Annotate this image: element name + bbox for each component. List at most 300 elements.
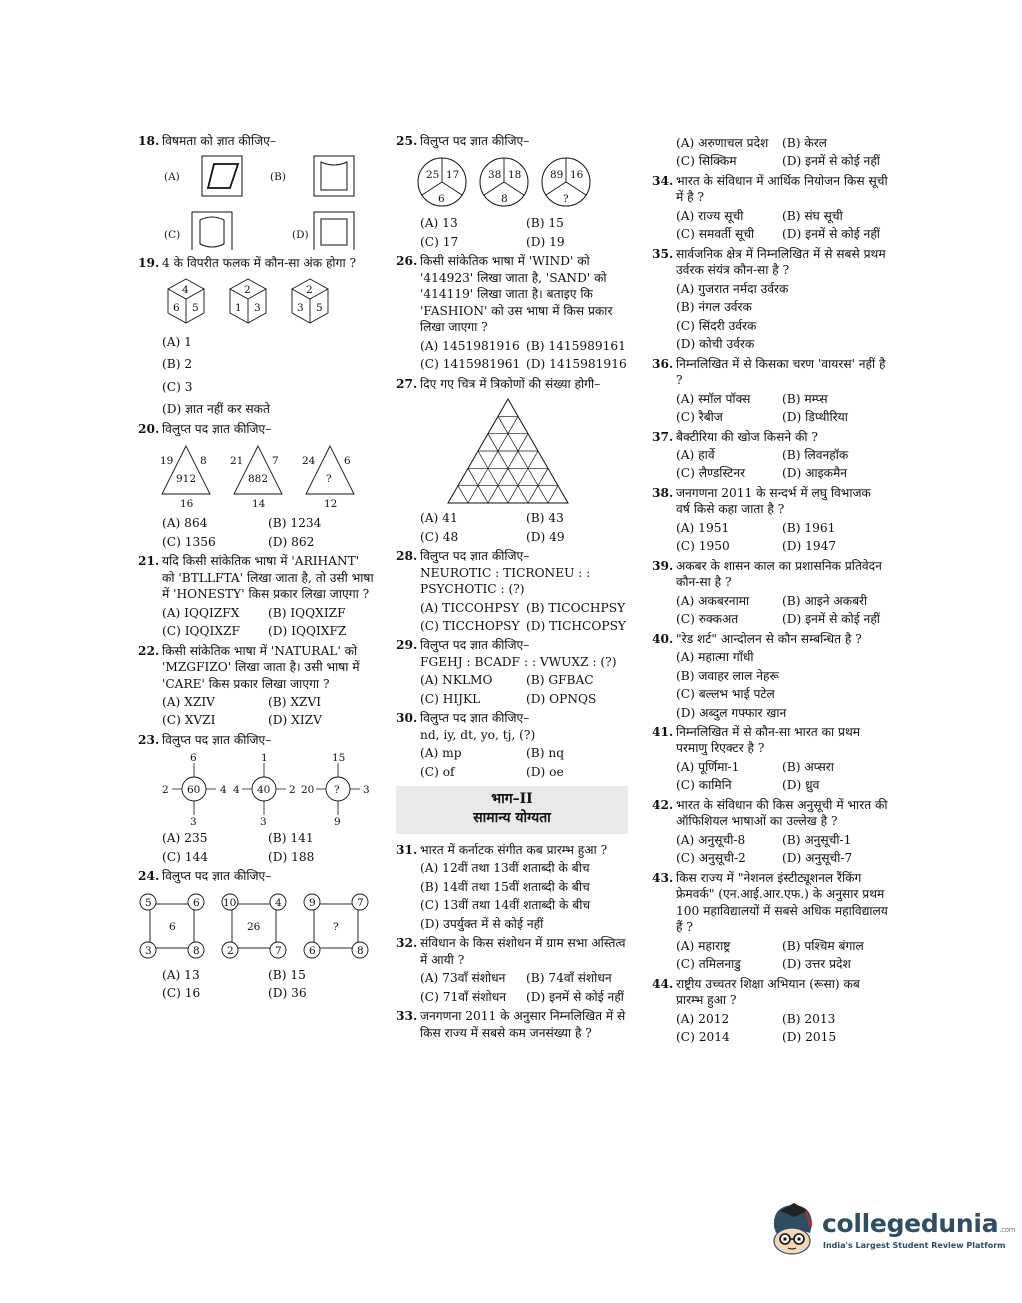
svg-text:6: 6 bbox=[173, 301, 180, 314]
option-b[interactable]: (B) केरल bbox=[782, 136, 827, 150]
option-c[interactable]: (C) 2014 bbox=[676, 1029, 730, 1044]
triangle-figures bbox=[138, 442, 374, 510]
option-c[interactable]: (C) बल्लभ भाई पटेल bbox=[676, 687, 775, 702]
square-figure-3 bbox=[304, 894, 368, 958]
svg-text:5: 5 bbox=[145, 896, 152, 909]
triangle-grid-figure bbox=[396, 397, 632, 505]
option-a[interactable]: (A) 13 bbox=[420, 216, 458, 231]
option-c[interactable]: (C) XVZI bbox=[162, 713, 216, 728]
options bbox=[396, 745, 632, 780]
svg-text:912: 912 bbox=[176, 473, 197, 486]
question-38 bbox=[652, 485, 888, 555]
option-d[interactable]: (D) 19 bbox=[526, 234, 565, 249]
option-c[interactable]: (C) 3 bbox=[162, 379, 193, 394]
question-28 bbox=[396, 548, 632, 634]
option-d[interactable]: (D) उपर्युक्त में से कोई नहीं bbox=[420, 916, 544, 931]
option-a[interactable]: (A) राज्य सूची bbox=[676, 208, 744, 223]
triangle-1 bbox=[160, 446, 210, 510]
question-text: संविधान के किस संशोधन में ग्राम सभा अस्तित्व में आयी ? bbox=[420, 936, 626, 967]
question-text: "रेड शर्ट" आन्दोलन से कौन सम्बन्धित है ? bbox=[676, 631, 862, 646]
svg-text:6: 6 bbox=[169, 920, 176, 933]
question-number: 22. bbox=[138, 643, 160, 658]
option-a[interactable]: (A) 1 bbox=[162, 334, 192, 349]
question-42 bbox=[652, 797, 888, 867]
option-c[interactable]: (C) 144 bbox=[162, 849, 208, 864]
triangle-3 bbox=[302, 446, 354, 510]
question-text: विलुप्त पद ज्ञात कीजिए– bbox=[162, 869, 272, 884]
options bbox=[652, 520, 888, 555]
option-a[interactable]: (A) 13 bbox=[162, 967, 200, 982]
square-shape bbox=[321, 219, 347, 245]
question-number: 30. bbox=[396, 711, 418, 726]
svg-text:5: 5 bbox=[316, 301, 323, 314]
question-text: 4 के विपरीत फलक में कौन-सा अंक होगा ? bbox=[162, 256, 357, 271]
svg-text:8: 8 bbox=[200, 455, 207, 468]
options bbox=[652, 938, 888, 973]
option-b[interactable]: (B) लिवनहॉक bbox=[782, 447, 849, 462]
circle-figure-1 bbox=[162, 753, 227, 825]
option-c[interactable]: (C) 48 bbox=[420, 529, 459, 544]
question-number: 19. bbox=[138, 256, 160, 271]
svg-text:1: 1 bbox=[235, 301, 242, 314]
option-c[interactable]: (C) समवर्ती सूची bbox=[676, 227, 755, 242]
option-d[interactable]: (D) OPNQS bbox=[526, 691, 597, 706]
section-title: भाग–II bbox=[491, 791, 533, 808]
option-d[interactable]: (D) डिप्थीरिया bbox=[782, 410, 848, 425]
question-number: 23. bbox=[138, 732, 160, 747]
dice-figures bbox=[138, 277, 374, 329]
svg-text:14: 14 bbox=[252, 498, 266, 511]
option-a[interactable]: (A) 1451981916 bbox=[420, 338, 520, 353]
option-b[interactable]: (B) अनुसूची-1 bbox=[782, 832, 852, 847]
cylinder-shape bbox=[200, 217, 224, 247]
svg-text:3: 3 bbox=[363, 784, 370, 797]
question-number: 40. bbox=[652, 631, 674, 646]
question-number: 18. bbox=[138, 134, 160, 148]
option-c[interactable]: (C) 17 bbox=[420, 234, 459, 249]
svg-text:10: 10 bbox=[223, 896, 237, 909]
option-b[interactable]: (B) जवाहर लाल नेहरू bbox=[676, 668, 779, 683]
svg-text:16: 16 bbox=[180, 498, 194, 511]
die-2 bbox=[230, 279, 266, 323]
question-21 bbox=[138, 553, 374, 639]
option-d[interactable]: (D) उत्तर प्रदेश bbox=[782, 957, 851, 972]
svg-text:?: ? bbox=[333, 920, 339, 933]
column-2 bbox=[396, 133, 632, 1044]
logo-name: collegedunia bbox=[822, 1209, 999, 1238]
option-d[interactable]: (D) 862 bbox=[268, 534, 315, 549]
circle-cross-figures bbox=[138, 753, 374, 825]
svg-text:?: ? bbox=[563, 193, 569, 206]
figure-label: (A) bbox=[164, 171, 180, 184]
svg-text:20: 20 bbox=[301, 784, 315, 797]
options bbox=[396, 338, 632, 373]
figure-box bbox=[314, 212, 354, 250]
question-text: जनगणना 2011 के अनुसार निम्नलिखित में से किस राज्य में सबसे कम जनसंख्या है ? bbox=[420, 1009, 626, 1040]
question-text: विलुप्त पद ज्ञात कीजिए– bbox=[162, 732, 272, 747]
svg-text:21: 21 bbox=[230, 455, 244, 468]
svg-text:38: 38 bbox=[488, 169, 502, 182]
logo-wordmark bbox=[822, 1207, 1015, 1241]
option-b[interactable]: (B) 43 bbox=[526, 511, 564, 526]
options bbox=[396, 510, 632, 545]
question-number: 34. bbox=[652, 173, 674, 188]
question-29 bbox=[396, 637, 632, 707]
option-c[interactable]: (C) लैण्डस्टिनर bbox=[676, 466, 746, 481]
option-c[interactable]: (C) रैबीज bbox=[676, 410, 723, 425]
option-c[interactable]: (C) 1356 bbox=[162, 534, 216, 549]
svg-text:3: 3 bbox=[190, 816, 197, 826]
odd-one-figures bbox=[138, 154, 374, 250]
option-b[interactable]: (B) 15 bbox=[526, 216, 564, 231]
question-text: भारत के संविधान में आर्थिक नियोजन किस सूची में है ? bbox=[676, 173, 888, 205]
option-a[interactable]: (A) हार्वे bbox=[676, 447, 715, 462]
option-d[interactable]: (D) 49 bbox=[526, 529, 565, 544]
option-a[interactable]: (A) 73वाँ संशोधन bbox=[420, 971, 506, 986]
option-a[interactable]: (A) अरुणाचल प्रदेश bbox=[676, 136, 769, 150]
question-24 bbox=[138, 868, 374, 1001]
option-b[interactable]: (B) संघ सूची bbox=[782, 208, 843, 223]
option-c[interactable]: (C) सिंदरी उर्वरक bbox=[676, 318, 757, 333]
svg-text:4: 4 bbox=[275, 896, 282, 909]
option-a[interactable]: (A) 1951 bbox=[676, 520, 730, 535]
option-d[interactable]: (D) 2015 bbox=[782, 1029, 837, 1044]
question-37 bbox=[652, 429, 888, 482]
svg-text:2: 2 bbox=[227, 944, 234, 957]
question-32 bbox=[396, 935, 632, 1005]
question-36 bbox=[652, 356, 888, 426]
option-d[interactable]: (D) ज्ञात नहीं कर सकते bbox=[162, 402, 270, 417]
question-number: 24. bbox=[138, 869, 160, 884]
option-a[interactable]: (A) XZIV bbox=[162, 694, 215, 709]
svg-text:6: 6 bbox=[190, 753, 197, 765]
option-d[interactable]: (D) oe bbox=[526, 764, 564, 779]
svg-text:5: 5 bbox=[192, 301, 199, 314]
option-b[interactable]: (B) पश्चिम बंगाल bbox=[782, 938, 864, 953]
option-b[interactable]: (B) XZVI bbox=[268, 694, 322, 709]
question-number: 20. bbox=[138, 421, 160, 436]
question-25 bbox=[396, 133, 632, 250]
question-number: 41. bbox=[652, 725, 674, 739]
svg-text:25: 25 bbox=[426, 169, 440, 182]
question-number: 38. bbox=[652, 485, 674, 500]
question-number: 25. bbox=[396, 134, 418, 148]
question-number: 21. bbox=[138, 554, 160, 569]
svg-text:3: 3 bbox=[260, 816, 267, 826]
question-43 bbox=[652, 870, 888, 973]
svg-text:1: 1 bbox=[261, 753, 268, 765]
option-a[interactable]: (A) 864 bbox=[162, 516, 208, 531]
svg-text:8: 8 bbox=[193, 944, 200, 957]
option-a[interactable]: (A) 235 bbox=[162, 831, 208, 846]
options bbox=[138, 605, 374, 640]
question-text: राष्ट्रीय उच्चतर शिक्षा अभियान (रूसा) कब प्रारम्भ हुआ ? bbox=[676, 976, 860, 1008]
option-a[interactable]: (A) NKLMO bbox=[420, 673, 493, 688]
question-number: 35. bbox=[652, 246, 674, 261]
options bbox=[652, 649, 888, 721]
mascot-icon bbox=[762, 1197, 822, 1257]
sequence-text: FGEHJ : BCADF : : VWUXZ : (?) bbox=[420, 654, 617, 669]
svg-text:9: 9 bbox=[309, 896, 316, 909]
svg-text:15: 15 bbox=[332, 753, 346, 765]
options bbox=[138, 830, 374, 865]
options bbox=[652, 135, 888, 170]
svg-text:12: 12 bbox=[324, 498, 338, 511]
option-b[interactable]: (B) 74वाँ संशोधन bbox=[526, 971, 612, 986]
svg-text:60: 60 bbox=[187, 784, 201, 797]
divided-circle-3 bbox=[542, 158, 590, 206]
svg-text:26: 26 bbox=[247, 920, 261, 933]
question-number: 43. bbox=[652, 870, 674, 885]
option-b[interactable]: (B) नंगल उर्वरक bbox=[676, 300, 752, 315]
svg-text:6: 6 bbox=[309, 944, 316, 957]
option-d[interactable]: (D) आइकमैन bbox=[782, 466, 848, 481]
options bbox=[396, 600, 632, 635]
svg-text:2: 2 bbox=[289, 784, 296, 797]
option-d[interactable]: (D) TICHCOPSY bbox=[526, 618, 626, 633]
question-text: विलुप्त पद ज्ञात कीजिए– bbox=[162, 421, 272, 436]
question-number: 37. bbox=[652, 429, 674, 444]
option-a[interactable]: (A) mp bbox=[420, 746, 462, 761]
option-c[interactable]: (C) तमिलनाडु bbox=[676, 957, 741, 972]
option-a[interactable]: (A) अकबरनामा bbox=[676, 593, 750, 608]
svg-text:?: ? bbox=[334, 784, 340, 797]
question-27 bbox=[396, 376, 632, 545]
options bbox=[652, 447, 888, 482]
option-d[interactable]: (D) इनमें से कोई नहीं bbox=[782, 227, 880, 242]
svg-text:3: 3 bbox=[145, 944, 152, 957]
divided-circle-1 bbox=[418, 158, 466, 206]
option-b[interactable]: (B) मम्प्स bbox=[782, 391, 828, 406]
question-18 bbox=[138, 133, 374, 250]
option-b[interactable]: (B) 14वीं तथा 15वीं शताब्दी के बीच bbox=[420, 879, 590, 894]
option-d[interactable]: (D) इनमें से कोई नहीं bbox=[782, 154, 880, 169]
svg-text:4: 4 bbox=[182, 283, 189, 296]
options bbox=[396, 860, 632, 932]
question-number: 42. bbox=[652, 797, 674, 812]
svg-text:7: 7 bbox=[272, 455, 279, 468]
option-a[interactable]: (A) 12वीं तथा 13वीं शताब्दी के बीच bbox=[420, 861, 590, 876]
svg-text:2: 2 bbox=[162, 784, 169, 797]
question-number: 33. bbox=[396, 1009, 418, 1024]
question-34 bbox=[652, 173, 888, 243]
option-a[interactable]: (A) अनुसूची-8 bbox=[676, 832, 746, 847]
sequence-text: nd, iy, dt, yo, tj, (?) bbox=[420, 727, 536, 742]
question-text: बैक्टीरिया की खोज किसने की ? bbox=[676, 429, 818, 444]
option-d[interactable]: (D) IQQIXFZ bbox=[268, 624, 347, 639]
question-text: किसी सांकेतिक भाषा में 'WIND' को '414923' लिखा जाता है, 'SAND' को '414119' लिखा जाता है। बताइए कि 'FASHION' को उस भाषा में किस प्रकार लिखा जाएगा ? bbox=[420, 254, 613, 335]
column-1 bbox=[138, 133, 374, 1005]
option-c[interactable]: (C) 71वाँ संशोधन bbox=[420, 989, 506, 1004]
option-a[interactable]: (A) पूर्णिमा-1 bbox=[676, 759, 740, 774]
option-b[interactable]: (B) 2013 bbox=[782, 1011, 836, 1026]
question-text: विलुप्त पद ज्ञात कीजिए– bbox=[420, 711, 530, 726]
option-a[interactable]: (A) महात्मा गाँधी bbox=[676, 650, 754, 665]
question-text: जनगणना 2011 के सन्दर्भ में लघु विभाजक वर्ष किसे कहा जाता है ? bbox=[676, 485, 871, 517]
figure-box bbox=[202, 156, 242, 196]
square-figure-1 bbox=[140, 894, 204, 958]
question-19 bbox=[138, 255, 374, 417]
option-d[interactable]: (D) XIZV bbox=[268, 713, 322, 728]
option-d[interactable]: (D) कोची उर्वरक bbox=[676, 337, 755, 352]
question-text: विलुप्त पद ज्ञात कीजिए– bbox=[420, 134, 530, 148]
option-d[interactable]: (D) अब्दुल गफ्फार खान bbox=[676, 705, 787, 720]
question-33 bbox=[396, 1008, 632, 1041]
option-b[interactable]: (B) 1234 bbox=[268, 516, 322, 531]
option-d[interactable]: (D) 1947 bbox=[782, 539, 837, 554]
svg-text:2: 2 bbox=[244, 283, 251, 296]
question-33-options bbox=[652, 135, 888, 170]
divided-circle-2 bbox=[480, 158, 528, 206]
option-c[interactable]: (C) 1415981961 bbox=[420, 357, 521, 372]
question-number: 26. bbox=[396, 254, 418, 269]
option-c[interactable]: (C) रुक्कअत bbox=[676, 612, 739, 627]
question-39 bbox=[652, 558, 888, 628]
option-d[interactable]: (D) 36 bbox=[268, 986, 307, 1001]
svg-text:3: 3 bbox=[297, 301, 304, 314]
question-text: निम्नलिखित में से किसका चरण 'वायरस' नहीं है ? bbox=[676, 356, 886, 388]
option-d[interactable]: (D) अनुसूची-7 bbox=[782, 851, 853, 866]
svg-text:6: 6 bbox=[193, 896, 200, 909]
options bbox=[652, 593, 888, 628]
svg-text:882: 882 bbox=[248, 473, 269, 486]
option-d[interactable]: (D) ध्रुव bbox=[782, 778, 820, 793]
figure-label: (C) bbox=[164, 229, 181, 242]
question-number: 44. bbox=[652, 976, 674, 991]
question-number: 36. bbox=[652, 356, 674, 371]
svg-text:24: 24 bbox=[302, 455, 316, 468]
sequence-text: PSYCHOTIC : (?) bbox=[420, 582, 525, 597]
option-c[interactable]: (C) कामिनि bbox=[676, 778, 732, 793]
option-d[interactable]: (D) 188 bbox=[268, 849, 315, 864]
figure-box bbox=[192, 212, 232, 250]
question-text: दिए गए चित्र में त्रिकोणों की संख्या होगी– bbox=[420, 376, 601, 391]
question-number: 28. bbox=[396, 549, 418, 564]
collegedunia-logo[interactable] bbox=[762, 1197, 1016, 1257]
svg-text:89: 89 bbox=[550, 169, 564, 182]
options bbox=[396, 970, 632, 1005]
question-41 bbox=[652, 724, 888, 794]
svg-text:16: 16 bbox=[570, 169, 584, 182]
question-number: 27. bbox=[396, 376, 418, 391]
question-text: भारत में कर्नाटक संगीत कब प्रारम्भ हुआ ? bbox=[420, 842, 608, 857]
section-subtitle: सामान्य योग्यता bbox=[473, 810, 551, 827]
triangle-2 bbox=[230, 446, 282, 510]
divided-circle-figures bbox=[396, 154, 632, 210]
option-b[interactable]: (B) 2 bbox=[162, 357, 193, 372]
option-c[interactable]: (C) of bbox=[420, 764, 455, 779]
svg-text:4: 4 bbox=[220, 784, 227, 797]
option-c[interactable]: (C) 1950 bbox=[676, 539, 730, 554]
options bbox=[396, 672, 632, 707]
svg-text:?: ? bbox=[326, 473, 332, 486]
options bbox=[138, 515, 374, 550]
die-1 bbox=[168, 279, 204, 323]
option-c[interactable]: (C) TICCHOPSY bbox=[420, 618, 520, 633]
option-c[interactable]: (C) सिक्किम bbox=[676, 154, 737, 169]
circle-figure-3 bbox=[301, 753, 370, 825]
options bbox=[652, 208, 888, 243]
question-26 bbox=[396, 253, 632, 372]
option-a[interactable]: (A) 2012 bbox=[676, 1011, 730, 1026]
option-b[interactable]: (B) TICOCHPSY bbox=[526, 600, 626, 615]
square-figure-2 bbox=[222, 894, 286, 958]
options bbox=[138, 967, 374, 1002]
option-b[interactable]: (B) 15 bbox=[268, 967, 306, 982]
question-text: किस राज्य में "नेशनल इंस्टीट्यूशनल रैंकिंग फ्रेमवर्क" (एन.आई.आर.एफ.) के अनुसार प्रथम 100 महाविद्यालयों में सबसे अधिक महाविद्यालय हैं ? bbox=[676, 870, 888, 935]
question-text: विलुप्त पद ज्ञात कीजिए– bbox=[420, 549, 530, 564]
option-c[interactable]: (C) 16 bbox=[162, 986, 201, 1001]
question-44 bbox=[652, 976, 888, 1046]
question-20 bbox=[138, 421, 374, 550]
option-b[interactable]: (B) GFBAC bbox=[526, 673, 594, 688]
option-a[interactable]: (A) TICCOHPSY bbox=[420, 600, 519, 615]
question-text: निम्नलिखित में से कौन-सा भारत का प्रथम परमाणु रिएक्टर है ? bbox=[676, 725, 861, 756]
option-b[interactable]: (B) 1961 bbox=[782, 520, 836, 535]
option-b[interactable]: (B) अप्सरा bbox=[782, 759, 834, 774]
option-b[interactable]: (B) nq bbox=[526, 746, 564, 761]
option-a[interactable]: (A) गुजरात नर्मदा उर्वरक bbox=[676, 281, 789, 296]
column-3 bbox=[652, 133, 888, 1048]
square-circle-figures bbox=[138, 890, 374, 962]
option-d[interactable]: (D) 1415981916 bbox=[526, 357, 627, 372]
question-text: विषमता को ज्ञात कीजिए– bbox=[162, 134, 276, 148]
curved-top-shape bbox=[321, 162, 347, 190]
options bbox=[138, 334, 374, 418]
option-d[interactable]: (D) इनमें से कोई नहीं bbox=[782, 612, 880, 627]
question-text: अकबर के शासन काल का प्रशासनिक प्रतिवेदन कौन-सा है ? bbox=[676, 558, 882, 590]
options bbox=[652, 832, 888, 867]
svg-text:6: 6 bbox=[438, 193, 445, 206]
parallelogram-shape bbox=[208, 164, 238, 188]
option-c[interactable]: (C) 13वीं तथा 14वीं शताब्दी के बीच bbox=[420, 898, 591, 913]
logo-suffix: .com bbox=[999, 1226, 1016, 1234]
option-c[interactable]: (C) IQQIXZF bbox=[162, 624, 240, 639]
option-a[interactable]: (A) 41 bbox=[420, 511, 458, 526]
question-number: 32. bbox=[396, 936, 418, 951]
option-b[interactable]: (B) 141 bbox=[268, 831, 314, 846]
option-a[interactable]: (A) स्मॉल पॉक्स bbox=[676, 391, 751, 406]
question-40 bbox=[652, 631, 888, 721]
svg-text:9: 9 bbox=[334, 816, 341, 826]
question-23 bbox=[138, 732, 374, 865]
svg-text:19: 19 bbox=[160, 455, 174, 468]
question-31 bbox=[396, 842, 632, 932]
option-c[interactable]: (C) अनुसूची-2 bbox=[676, 851, 746, 866]
svg-text:4: 4 bbox=[233, 784, 240, 797]
option-b[interactable]: (B) आइने अकबरी bbox=[782, 593, 868, 608]
svg-text:18: 18 bbox=[508, 169, 522, 182]
question-35 bbox=[652, 246, 888, 353]
option-c[interactable]: (C) HIJKL bbox=[420, 691, 481, 706]
question-text: किसी सांकेतिक भाषा में 'NATURAL' को 'MZGFIZO' लिखा जाता है। उसी भाषा में 'CARE' किस प्रकार लिखा जाएगा ? bbox=[162, 643, 360, 691]
option-a[interactable]: (A) IQQIZFX bbox=[162, 605, 240, 620]
svg-text:6: 6 bbox=[344, 455, 351, 468]
option-b[interactable]: (B) 1415989161 bbox=[526, 338, 626, 353]
svg-text:7: 7 bbox=[275, 944, 282, 957]
option-b[interactable]: (B) IQQXIZF bbox=[268, 605, 346, 620]
svg-text:2: 2 bbox=[306, 283, 313, 296]
logo-tagline: India's Largest Student Review Platform bbox=[823, 1241, 1006, 1250]
options bbox=[138, 694, 374, 729]
options bbox=[396, 215, 632, 250]
question-30 bbox=[396, 710, 632, 780]
triangle-grid bbox=[446, 397, 570, 505]
options bbox=[652, 391, 888, 426]
svg-text:3: 3 bbox=[254, 301, 261, 314]
option-a[interactable]: (A) महाराष्ट्र bbox=[676, 938, 731, 953]
option-d[interactable]: (D) इनमें से कोई नहीं bbox=[526, 989, 624, 1004]
